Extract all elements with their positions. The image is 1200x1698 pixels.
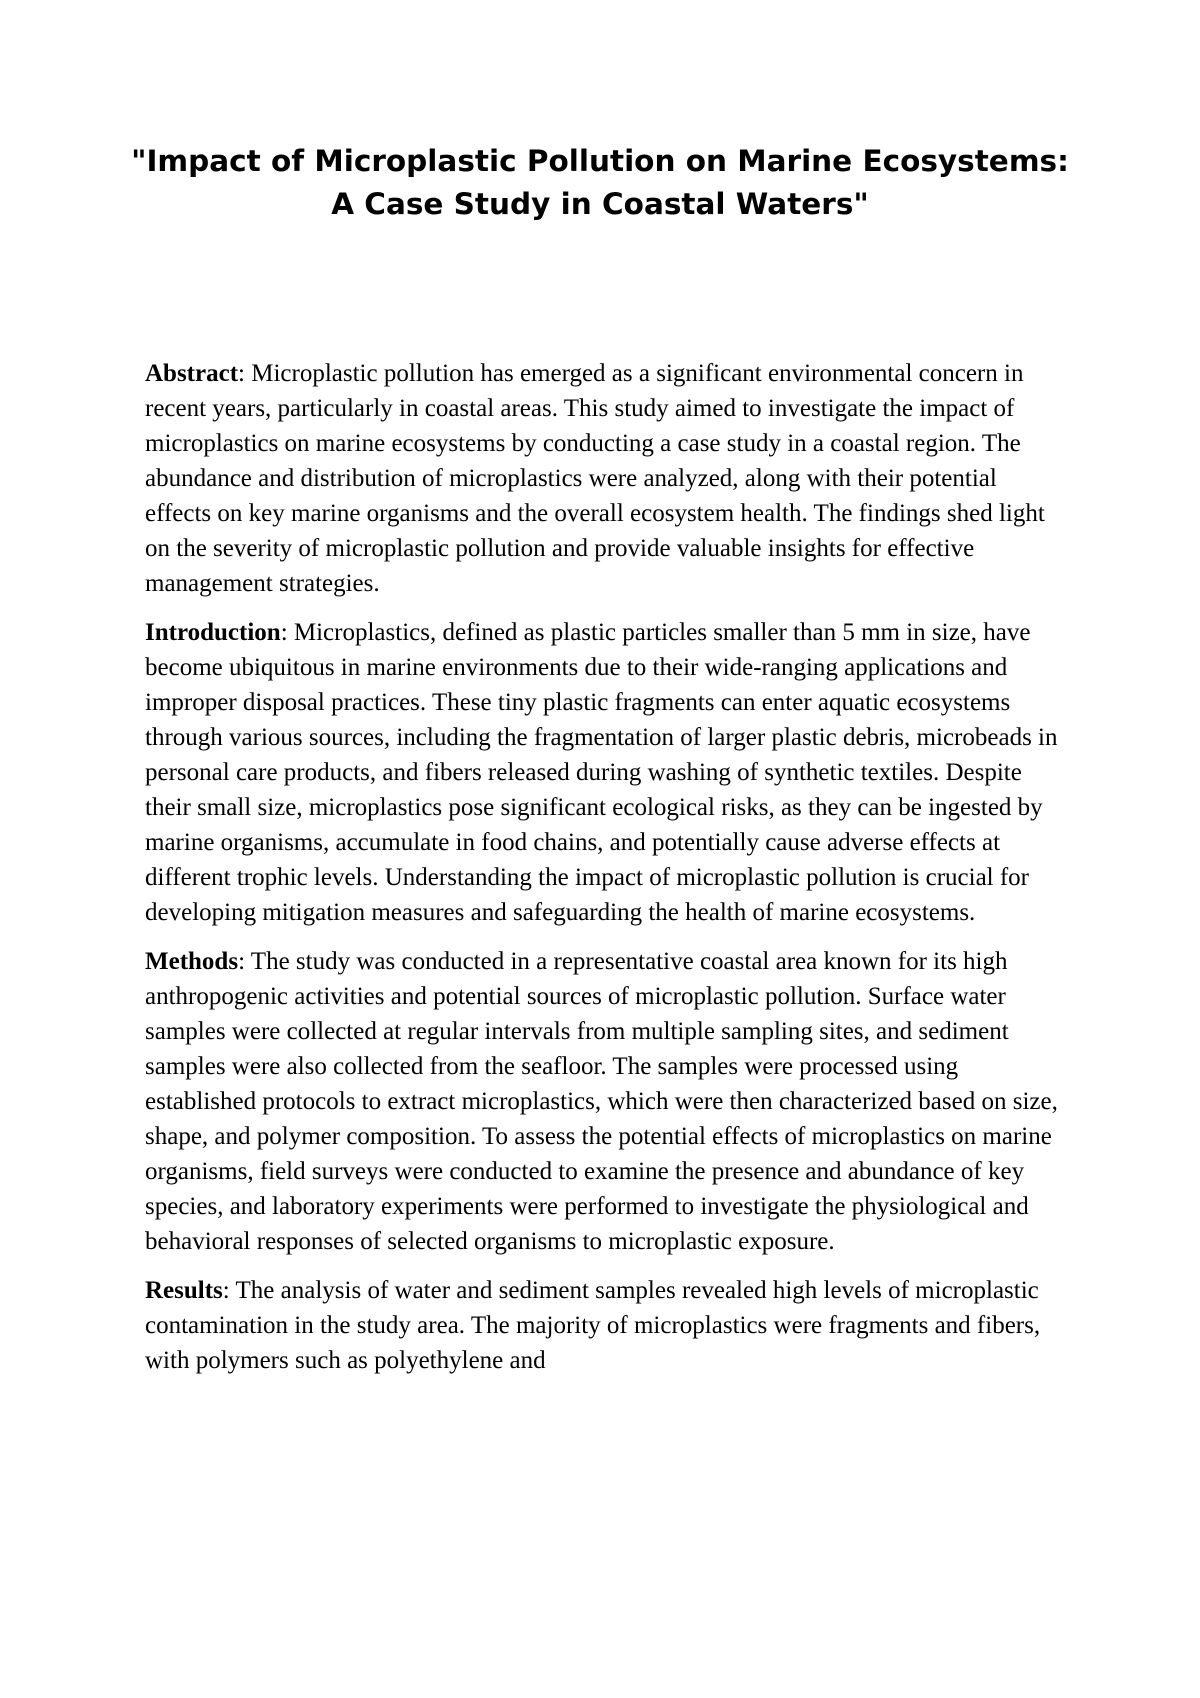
introduction-text: : Microplastics, defined as plastic particles smaller than 5 mm in size, have become ubiquitous in marine environments due to their wide-ranging applications and improper disposal practices. These tiny plastic fragments can enter aquatic ecosystems through various sources, including the fragmentation of larger plastic debris, microbeads in personal care products, and fibers released during washing of synthetic textiles. Despite their small size, microplastics pose significant ecological risks, as they can be ingested by marine organisms, accumulate in food chains, and potentially cause adverse effects at different trophic levels. Understanding the impact of microplastic pollution is crucial for developing mitigation measures and safeguarding the health of marine ecosystems. xyxy=(145,619,1058,926)
introduction-label: Introduction xyxy=(145,619,281,646)
methods-paragraph xyxy=(145,944,1065,1259)
document-title: "Impact of Microplastic Pollution on Marine Ecosystems: A Case Study in Coastal Waters" xyxy=(131,144,1069,221)
results-text: : The analysis of water and sediment samples revealed high levels of microplastic contamination in the study area. The majority of microplastics were fragments and fibers, with polymers such as polyethylene and xyxy=(145,1277,1041,1374)
results-paragraph xyxy=(145,1273,1065,1378)
abstract-label: Abstract xyxy=(145,360,239,387)
results-label: Results xyxy=(145,1277,223,1304)
abstract-text: : Microplastic pollution has emerged as a significant environmental concern in recent years, particularly in coastal areas. This study aimed to investigate the impact of microplastics on marine ecosystems by conducting a case study in a coastal region. The abundance and distribution of microplastics were analyzed, along with their potential effects on key marine organisms and the overall ecosystem health. The findings shed light on the severity of microplastic pollution and provide valuable insights for effective management strategies. xyxy=(145,360,1045,597)
abstract-paragraph xyxy=(145,356,1065,601)
methods-text: : The study was conducted in a representative coastal area known for its high anthropogenic activities and potential sources of microplastic pollution. Surface water samples were collected at regular intervals from multiple sampling sites, and sediment samples were also collected from the seafloor. The samples were processed using established protocols to extract microplastics, which were then characterized based on size, shape, and polymer composition. To assess the potential effects of microplastics on marine organisms, field surveys were conducted to examine the presence and abundance of key species, and laboratory experiments were performed to investigate the physiological and behavioral responses of selected organisms to microplastic exposure. xyxy=(145,948,1058,1255)
document-body xyxy=(145,356,1065,1392)
introduction-paragraph xyxy=(145,615,1065,930)
methods-label: Methods xyxy=(145,948,239,975)
